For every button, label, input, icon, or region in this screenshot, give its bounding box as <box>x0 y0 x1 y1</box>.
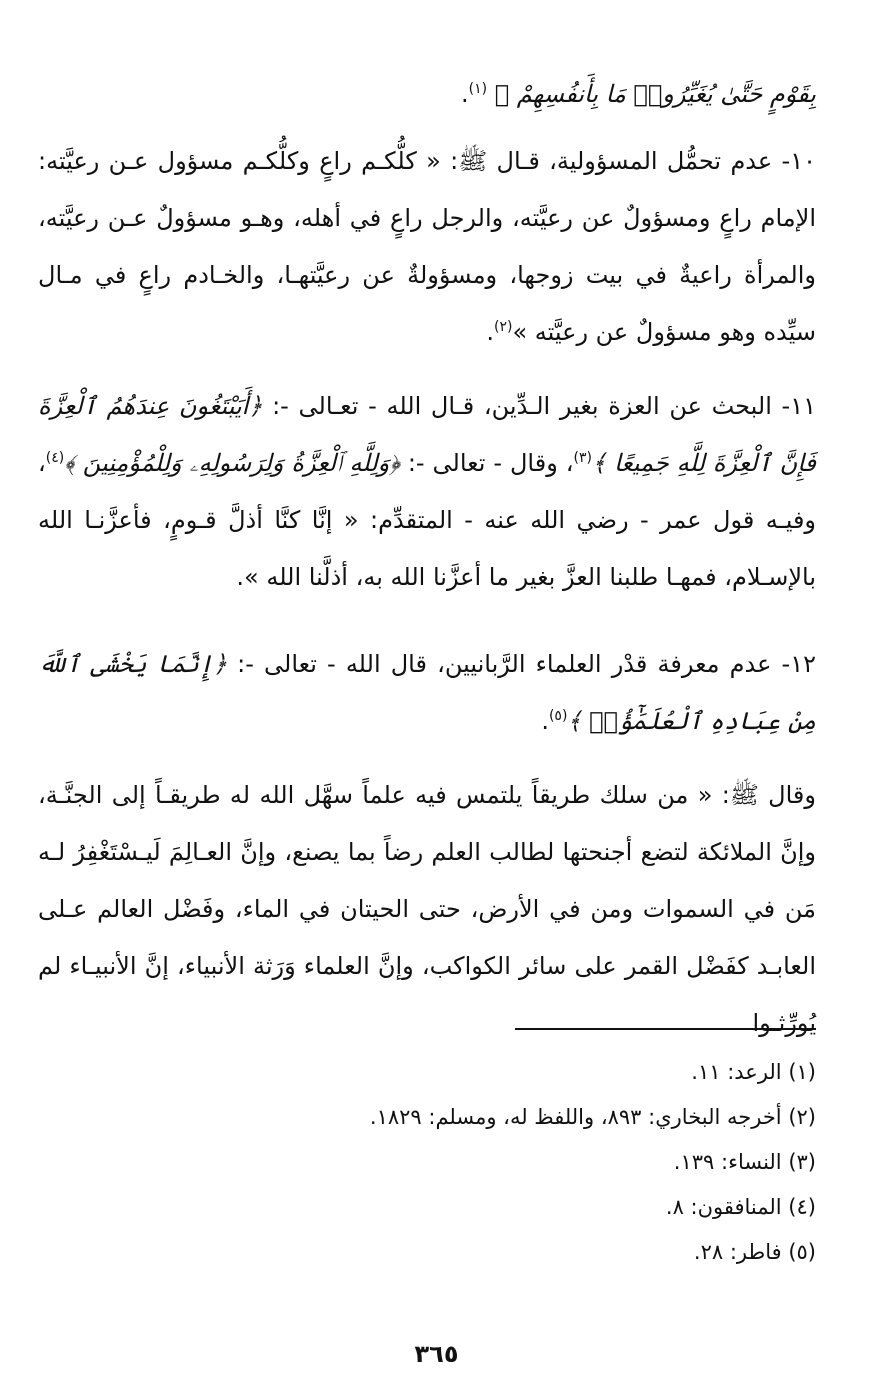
paragraph-honor <box>38 378 816 606</box>
paragraph-intro: ١١- البحث عن العزة بغير الـدِّين، قـال الله - تعـالى -: <box>262 392 817 420</box>
paragraph-intro: ١٢- عدم معرفة قدْر العلماء الرَّبانيين، قال الله - تعالى -: <box>227 650 816 678</box>
footnote-separator <box>515 1028 816 1030</box>
paragraph-hadith-knowledge <box>38 767 816 1052</box>
paragraph-text: ، وفيـه قول عمر - رضي الله عنه - المتقدِّم: « إنَّا كنَّا أذلَّ قـومٍ، فأعزَّنـا الله بالإسـلام، فمهـا طلبنا العزَّ بغير ما أعزَّنا الله به، أذلَّنا الله ». <box>38 449 816 591</box>
footnote: (٢) أخرجه البخاري: ٨٩٣، واللفظ له، ومسلم: ١٨٢٩. <box>369 1105 816 1129</box>
quran-verse: بِقَوْمٍ حَتَّىٰ يُغَيِّرُوا۟ مَا بِأَنفُسِهِمْ ﴾ <box>494 80 816 108</box>
footnote-marker: (١) <box>468 81 488 97</box>
quran-verse: ﴿إِنَّمَا يَخْشَى ٱللَّهَ مِنْ عِبَادِهِ ٱلْعُلَمَٰٓؤُا۟ ﴾ <box>38 650 816 735</box>
footnote: (٣) النساء: ١٣٩. <box>673 1150 816 1174</box>
paragraph-responsibility <box>38 133 816 361</box>
punctuation: . <box>460 80 469 108</box>
footnote: (٥) فاطر: ٢٨. <box>693 1240 816 1264</box>
verse-continuation <box>38 66 816 123</box>
footnote: (١) الرعد: ١١. <box>691 1060 816 1084</box>
footnote-marker: (٥) <box>548 708 568 724</box>
paragraph-text: ، وقال - تعالى -: <box>399 449 574 477</box>
page-number: ٣٦٥ <box>414 1340 459 1368</box>
footnote-marker: (٢) <box>493 319 513 335</box>
paragraph-scholars <box>38 636 816 750</box>
footnote-marker: (٣) <box>573 450 592 466</box>
quran-verse: ﴿أَيَبْتَغُونَ عِندَهُمُ ٱلْعِزَّةَ فَإِنَّ ٱلْعِزَّةَ لِلَّهِ جَمِيعًا ﴾ <box>38 392 816 477</box>
paragraph-text: ١٠- عدم تحمُّل المسؤولية، قـال ﷺ: « كلُّكـم راعٍ وكلُّكـم مسؤول عـن رعيَّته: الإمام راعٍ ومسؤولٌ عن رعيَّته، والرجل راعٍ في أهله، وهـو مسؤولٌ عـن رعيَّته، والمرأة راعيةٌ في بيت زوجها، ومسؤولةٌ عن رعيَّتهـا، والخـادم راعٍ في مـال سيِّده وهو مسؤولٌ عن رعيَّته » <box>38 147 816 346</box>
footnote: (٤) المنافقون: ٨. <box>665 1195 816 1219</box>
punctuation: . <box>486 318 494 346</box>
paragraph-text: وقال ﷺ: « من سلك طريقاً يلتمس فيه علماً سهَّل الله له طريقـاً إلى الجنَّـة، وإنَّ الملائكة لتضع أجنحتها لطالب العلم رضاً بما يصنع، وإنَّ العـالِمَ لَيـسْتَغْفِرُ لـه مَن في السموات ومن في الأرض، حتى الحيتان في الماء، وفَضْل العالم عـلى العابـد كفَضْل القمر على سائر الكواكب، وإنَّ العلماء وَرَثة الأنبياء، إنَّ الأنبيـاء لم يُورِّثـوا <box>38 781 816 1037</box>
quran-verse: ﴿وَلِلَّهِ ٱلْعِزَّةُ وَلِرَسُولِهِۦ وَلِلْمُؤْمِنِينَ ﴾ <box>64 449 400 477</box>
footnotes-list <box>300 1050 816 1275</box>
punctuation: . <box>541 707 549 735</box>
footnote-marker: (٤) <box>45 450 65 466</box>
